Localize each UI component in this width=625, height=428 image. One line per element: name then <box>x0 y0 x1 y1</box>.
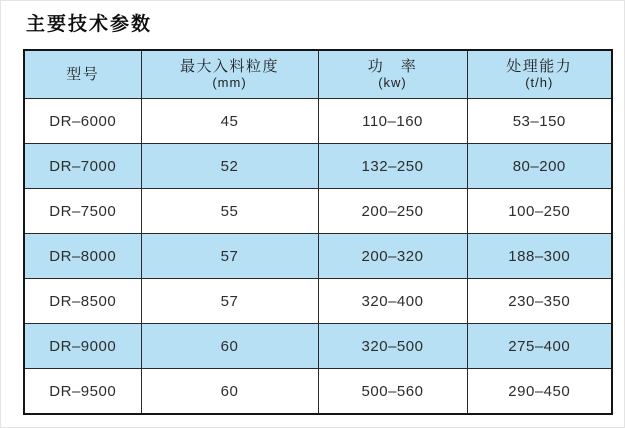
column-unit: (kw) <box>378 74 407 90</box>
column-label: 最大入料粒度 <box>179 58 279 76</box>
cell-model: DR–7000 <box>24 144 141 189</box>
cell-feed-size: 57 <box>141 234 318 279</box>
table-row <box>24 189 612 234</box>
parameters-table <box>23 49 613 415</box>
column-label: 型号 <box>66 65 100 83</box>
table-row <box>24 279 612 324</box>
cell-model: DR–8500 <box>24 279 141 324</box>
column-label: 处理能力 <box>506 58 573 76</box>
cell-feed-size: 45 <box>141 99 318 144</box>
table-row <box>24 144 612 189</box>
column-header-capacity <box>467 50 612 99</box>
cell-capacity: 53–150 <box>467 99 612 144</box>
column-header-feed-size <box>141 50 318 99</box>
cell-model: DR–6000 <box>24 99 141 144</box>
column-label: 功 率 <box>367 58 418 76</box>
table-row <box>24 99 612 144</box>
page-title: 主要技术参数 <box>26 14 153 35</box>
column-header-power <box>318 50 467 99</box>
cell-model: DR–8000 <box>24 234 141 279</box>
cell-power: 320–400 <box>318 279 467 324</box>
cell-power: 132–250 <box>318 144 467 189</box>
cell-feed-size: 60 <box>141 324 318 369</box>
cell-power: 110–160 <box>318 99 467 144</box>
cell-capacity: 80–200 <box>467 144 612 189</box>
cell-model: DR–9000 <box>24 324 141 369</box>
cell-feed-size: 57 <box>141 279 318 324</box>
cell-power: 200–320 <box>318 234 467 279</box>
header-row <box>24 50 612 99</box>
cell-capacity: 188–300 <box>467 234 612 279</box>
cell-power: 200–250 <box>318 189 467 234</box>
cell-feed-size: 55 <box>141 189 318 234</box>
cell-capacity: 275–400 <box>467 324 612 369</box>
cell-capacity: 100–250 <box>467 189 612 234</box>
cell-power: 320–500 <box>318 324 467 369</box>
cell-feed-size: 60 <box>141 369 318 415</box>
table-row <box>24 234 612 279</box>
cell-power: 500–560 <box>318 369 467 415</box>
cell-model: DR–7500 <box>24 189 141 234</box>
cell-capacity: 290–450 <box>467 369 612 415</box>
cell-feed-size: 52 <box>141 144 318 189</box>
cell-model: DR–9500 <box>24 369 141 415</box>
column-unit: (t/h) <box>525 74 554 90</box>
table-row <box>24 324 612 369</box>
cell-capacity: 230–350 <box>467 279 612 324</box>
table-row <box>24 369 612 415</box>
column-header-model <box>24 50 141 99</box>
column-unit: (mm) <box>212 74 247 90</box>
